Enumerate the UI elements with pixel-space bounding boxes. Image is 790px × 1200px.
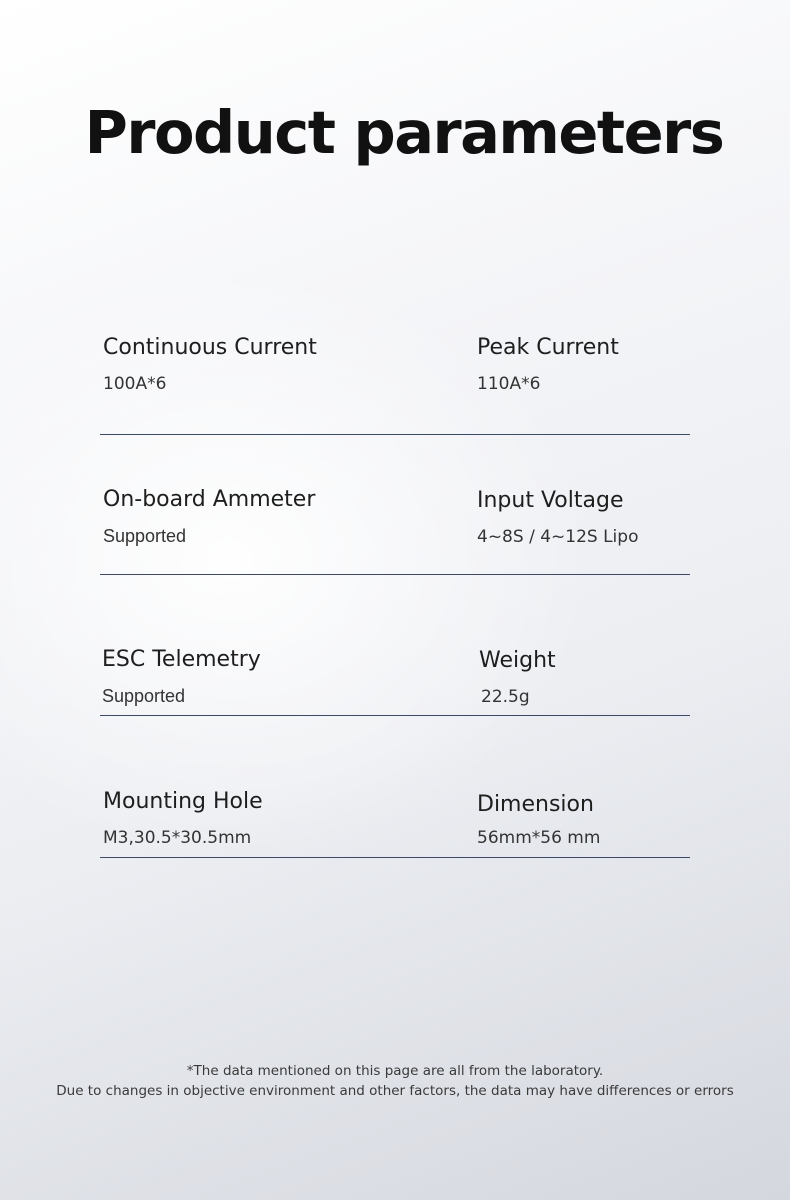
param-label: ESC Telemetry — [102, 647, 261, 672]
param-dimension — [477, 791, 600, 849]
param-row-telemetry-weight — [100, 615, 690, 716]
param-label: On-board Ammeter — [103, 487, 316, 512]
param-label: Dimension — [477, 792, 594, 817]
param-esc-telemetry — [102, 646, 261, 707]
param-value: Supported — [103, 526, 187, 546]
param-weight — [479, 647, 556, 708]
param-mounting-hole — [103, 788, 263, 849]
param-label: Continuous Current — [103, 335, 317, 360]
param-row-mounting-dimension — [100, 757, 690, 858]
disclaimer-line-1: *The data mentioned on this page are all from the laboratory. — [186, 1063, 604, 1079]
param-value: 100A*6 — [103, 374, 167, 394]
disclaimer — [0, 1061, 790, 1101]
param-input-voltage — [477, 487, 638, 548]
param-value: Supported — [102, 686, 186, 706]
param-label: Input Voltage — [477, 488, 624, 513]
param-value: 4~8S / 4~12S Lipo — [477, 527, 639, 547]
param-value: M3,30.5*30.5mm — [103, 828, 252, 848]
param-value: 56mm*56 mm — [477, 828, 601, 848]
disclaimer-line-2: Due to changes in objective environment and other factors, the data may have differences or errors — [56, 1083, 734, 1099]
param-row-ammeter-voltage — [100, 474, 690, 575]
param-peak-current — [477, 334, 619, 395]
page-title: Product parameters — [84, 98, 724, 167]
param-label: Peak Current — [477, 335, 619, 360]
param-value: 22.5g — [481, 687, 530, 707]
param-continuous-current — [103, 334, 317, 395]
param-onboard-ammeter — [103, 486, 315, 547]
param-row-current — [100, 334, 690, 435]
param-label: Mounting Hole — [103, 789, 263, 814]
param-label: Weight — [479, 648, 556, 673]
param-value: 110A*6 — [477, 374, 541, 394]
